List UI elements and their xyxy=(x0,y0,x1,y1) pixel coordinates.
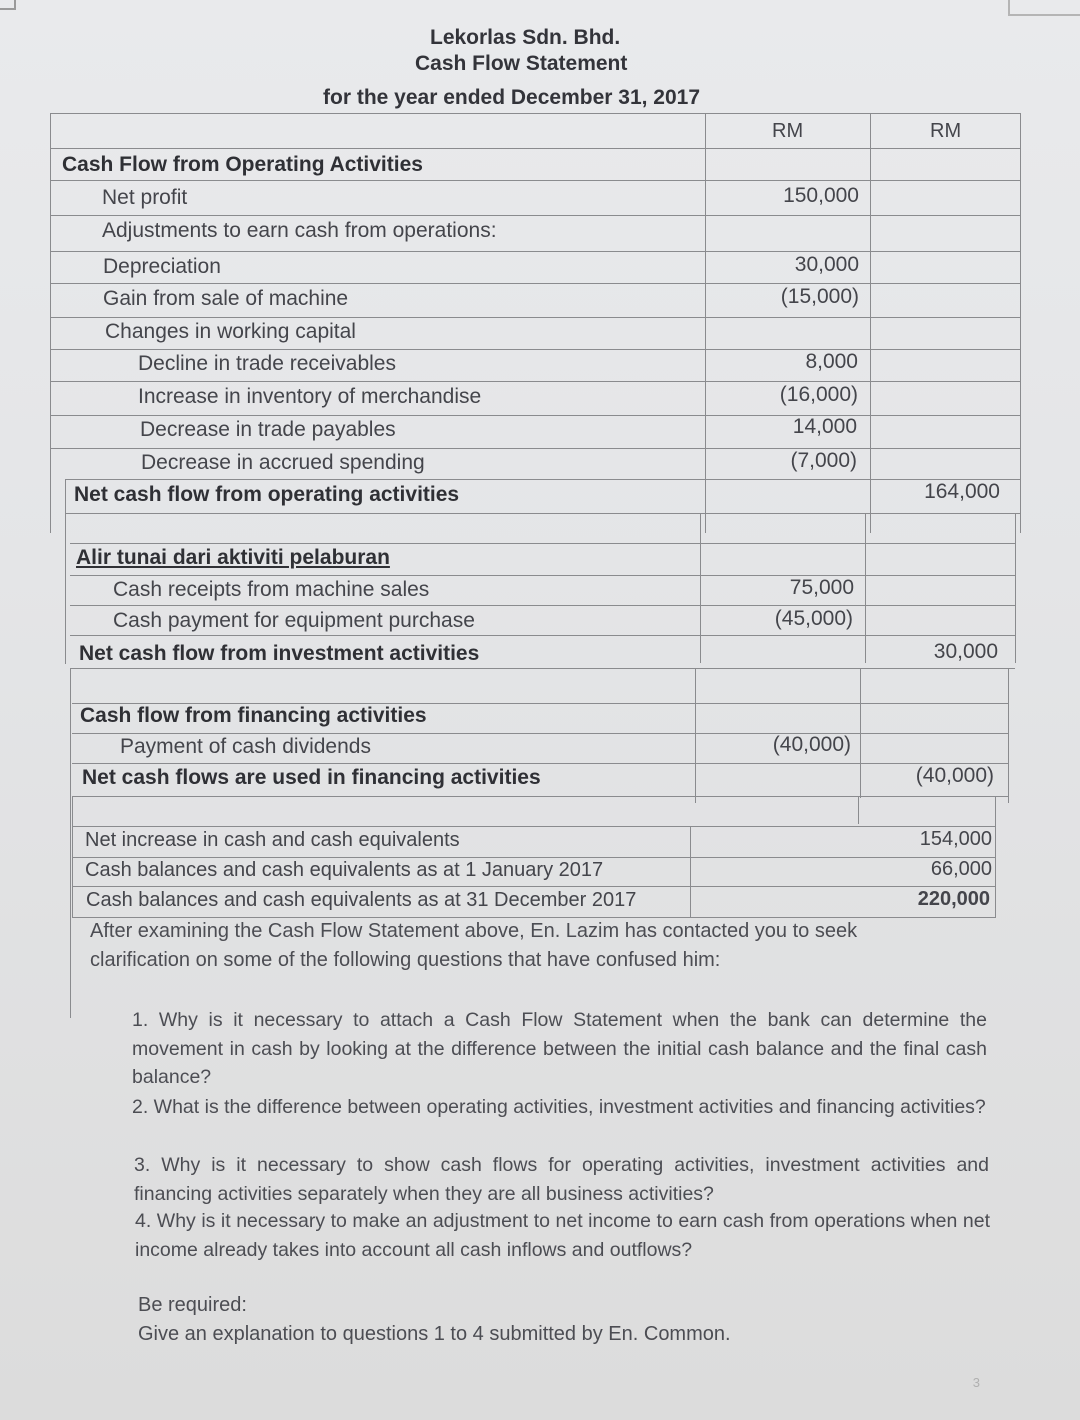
page-number: 3 xyxy=(972,1375,980,1390)
opening-balance-value: 66,000 xyxy=(930,858,992,880)
statement-period: for the year ended December 31, 2017 xyxy=(323,86,701,109)
net-profit-value: 150,000 xyxy=(783,184,859,207)
inventory-label: Increase in inventory of merchandise xyxy=(138,385,482,408)
intro-line-2: clarification on some of the following questions that have confused him: xyxy=(90,949,721,971)
depreciation-value: 30,000 xyxy=(794,253,859,276)
working-capital-label: Changes in working capital xyxy=(105,320,356,343)
net-investing-value: 30,000 xyxy=(933,640,998,663)
opening-balance-label: Cash balances and cash equivalents as at 1 January 2017 xyxy=(85,859,604,881)
column-header-rm-1: RM xyxy=(772,120,804,142)
statement-title: Cash Flow Statement xyxy=(415,52,628,75)
payables-value: 14,000 xyxy=(792,415,857,438)
cash-flow-table xyxy=(50,113,1020,913)
company-name: Lekorlas Sdn. Bhd. xyxy=(430,26,621,49)
required-label: Be required: xyxy=(138,1294,247,1316)
equipment-purchase-label: Cash payment for equipment purchase xyxy=(113,609,475,632)
equipment-purchase-value: (45,000) xyxy=(774,607,853,630)
question-4: 4. Why is it necessary to make an adjustment to net income to earn cash from operations when net income already takes into account all cash inflows and outflows? xyxy=(135,1210,990,1261)
question-2: 2. What is the difference between operating activities, investment activities and financing activities? xyxy=(132,1096,986,1118)
adjustments-label: Adjustments to earn cash from operations: xyxy=(102,219,497,242)
investing-heading: Alir tunai dari aktiviti pelaburan xyxy=(76,546,390,569)
dividends-label: Payment of cash dividends xyxy=(120,735,371,758)
column-header-rm-2: RM xyxy=(930,120,962,142)
gain-value: (15,000) xyxy=(780,285,859,308)
net-financing-value: (40,000) xyxy=(915,764,994,787)
net-investing-label: Net cash flow from investment activities xyxy=(79,642,480,665)
operating-heading: Cash Flow from Operating Activities xyxy=(62,153,423,176)
net-profit-label: Net profit xyxy=(102,186,188,209)
machine-sales-label: Cash receipts from machine sales xyxy=(113,578,430,601)
accrued-value: (7,000) xyxy=(790,449,857,472)
required-text: Give an explanation to questions 1 to 4 submitted by En. Common. xyxy=(138,1323,731,1345)
gain-label: Gain from sale of machine xyxy=(103,287,349,310)
accrued-label: Decrease in accrued spending xyxy=(141,451,425,474)
receivables-value: 8,000 xyxy=(805,350,858,373)
intro-line-1: After examining the Cash Flow Statement above, En. Lazim has contacted you to seek xyxy=(90,920,858,942)
page-corner-mark xyxy=(1008,0,1080,16)
page-corner-mark xyxy=(0,0,16,10)
net-operating-label: Net cash flow from operating activities xyxy=(74,483,460,506)
machine-sales-value: 75,000 xyxy=(789,576,854,599)
depreciation-label: Depreciation xyxy=(103,255,221,278)
closing-balance-label: Cash balances and cash equivalents as at 31 December 2017 xyxy=(86,889,637,911)
net-financing-label: Net cash flows are used in financing activities xyxy=(82,766,541,789)
dividends-value: (40,000) xyxy=(772,733,851,756)
net-operating-value: 164,000 xyxy=(924,480,1000,503)
inventory-value: (16,000) xyxy=(779,383,858,406)
net-increase-label: Net increase in cash and cash equivalents xyxy=(85,829,460,851)
net-increase-value: 154,000 xyxy=(919,828,992,850)
financing-heading: Cash flow from financing activities xyxy=(80,704,427,727)
payables-label: Decrease in trade payables xyxy=(140,418,396,441)
question-3: 3. Why is it necessary to show cash flows for operating activities, investment activities and financing activities separately when they are all business activities? xyxy=(134,1154,989,1205)
question-1: 1. Why is it necessary to attach a Cash Flow Statement when the bank can determine the movement in cash by looking at the difference between the initial cash balance and the final cash balance? xyxy=(132,1009,987,1088)
receivables-label: Decline in trade receivables xyxy=(138,352,396,375)
closing-balance-value: 220,000 xyxy=(917,888,990,910)
